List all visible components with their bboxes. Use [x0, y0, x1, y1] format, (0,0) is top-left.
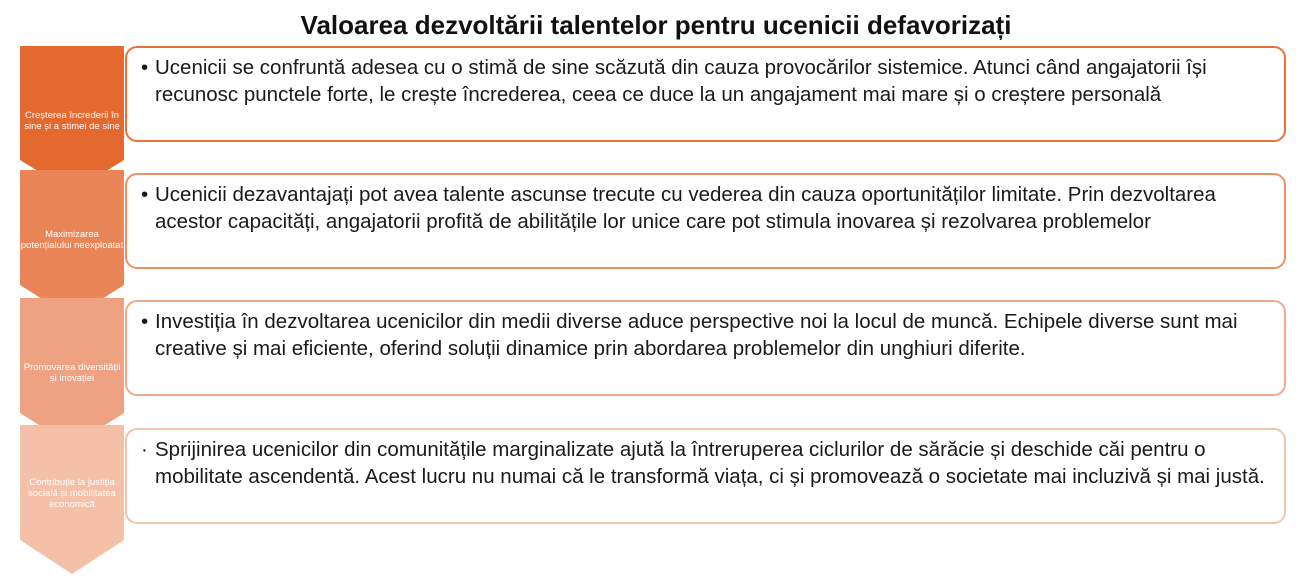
chevron-label: Maximizarea potențialului neexploatat: [20, 229, 124, 251]
bullet-marker: •: [141, 310, 149, 333]
chevron-label: Creșterea încrederii în sine și a stimei de sine: [24, 110, 120, 132]
description-card: [125, 428, 1286, 524]
card-text: Sprijinirea ucenicilor din comunitățile marginalizate ajută la întreruperea ciclurilor de sărăcie și deschide căi pentru o mobilitate ascendentă. Acest lucru nu numai că le transformă viața, ci și promovează o societate mai incluzivă și mai justă.: [155, 438, 1265, 488]
card-text: Investiția în dezvoltarea ucenicilor din medii diverse aduce perspective noi la locul de muncă. Echipele diverse sunt mai creative și mai eficiente, oferind soluții dinamice prin abordarea problemelor din unghiuri diferite.: [155, 310, 1238, 360]
card-text: Ucenicii dezavantajați pot avea talente ascunse trecute cu vederea din cauza oportunităților limitate. Prin dezvoltarea acestor capacități, angajatorii profită de abilitățile lor unice care pot stimula inovarea și rezolvarea problemelor: [155, 183, 1216, 233]
description-card: [125, 46, 1286, 142]
bullet-marker: ·: [141, 438, 148, 461]
card-text: Ucenicii se confruntă adesea cu o stimă de sine scăzută din cauza provocărilor sistemice. Atunci când angajatorii își recunosc punctele forte, le crește încrederea, ceea ce duce la un angajament mai mare și o creștere personală: [155, 56, 1207, 106]
diagram-title: Valoarea dezvoltării talentelor pentru ucenicii defavorizați: [300, 10, 1012, 40]
bullet-marker: •: [141, 183, 149, 206]
description-card: [125, 300, 1286, 396]
chevron-label: Promovarea diversității și inovației: [23, 362, 121, 384]
bullet-marker: •: [141, 56, 149, 79]
chevron-label: Contribuție la justiția socială și mobilitatea economică: [28, 477, 116, 510]
description-card: [125, 173, 1286, 269]
